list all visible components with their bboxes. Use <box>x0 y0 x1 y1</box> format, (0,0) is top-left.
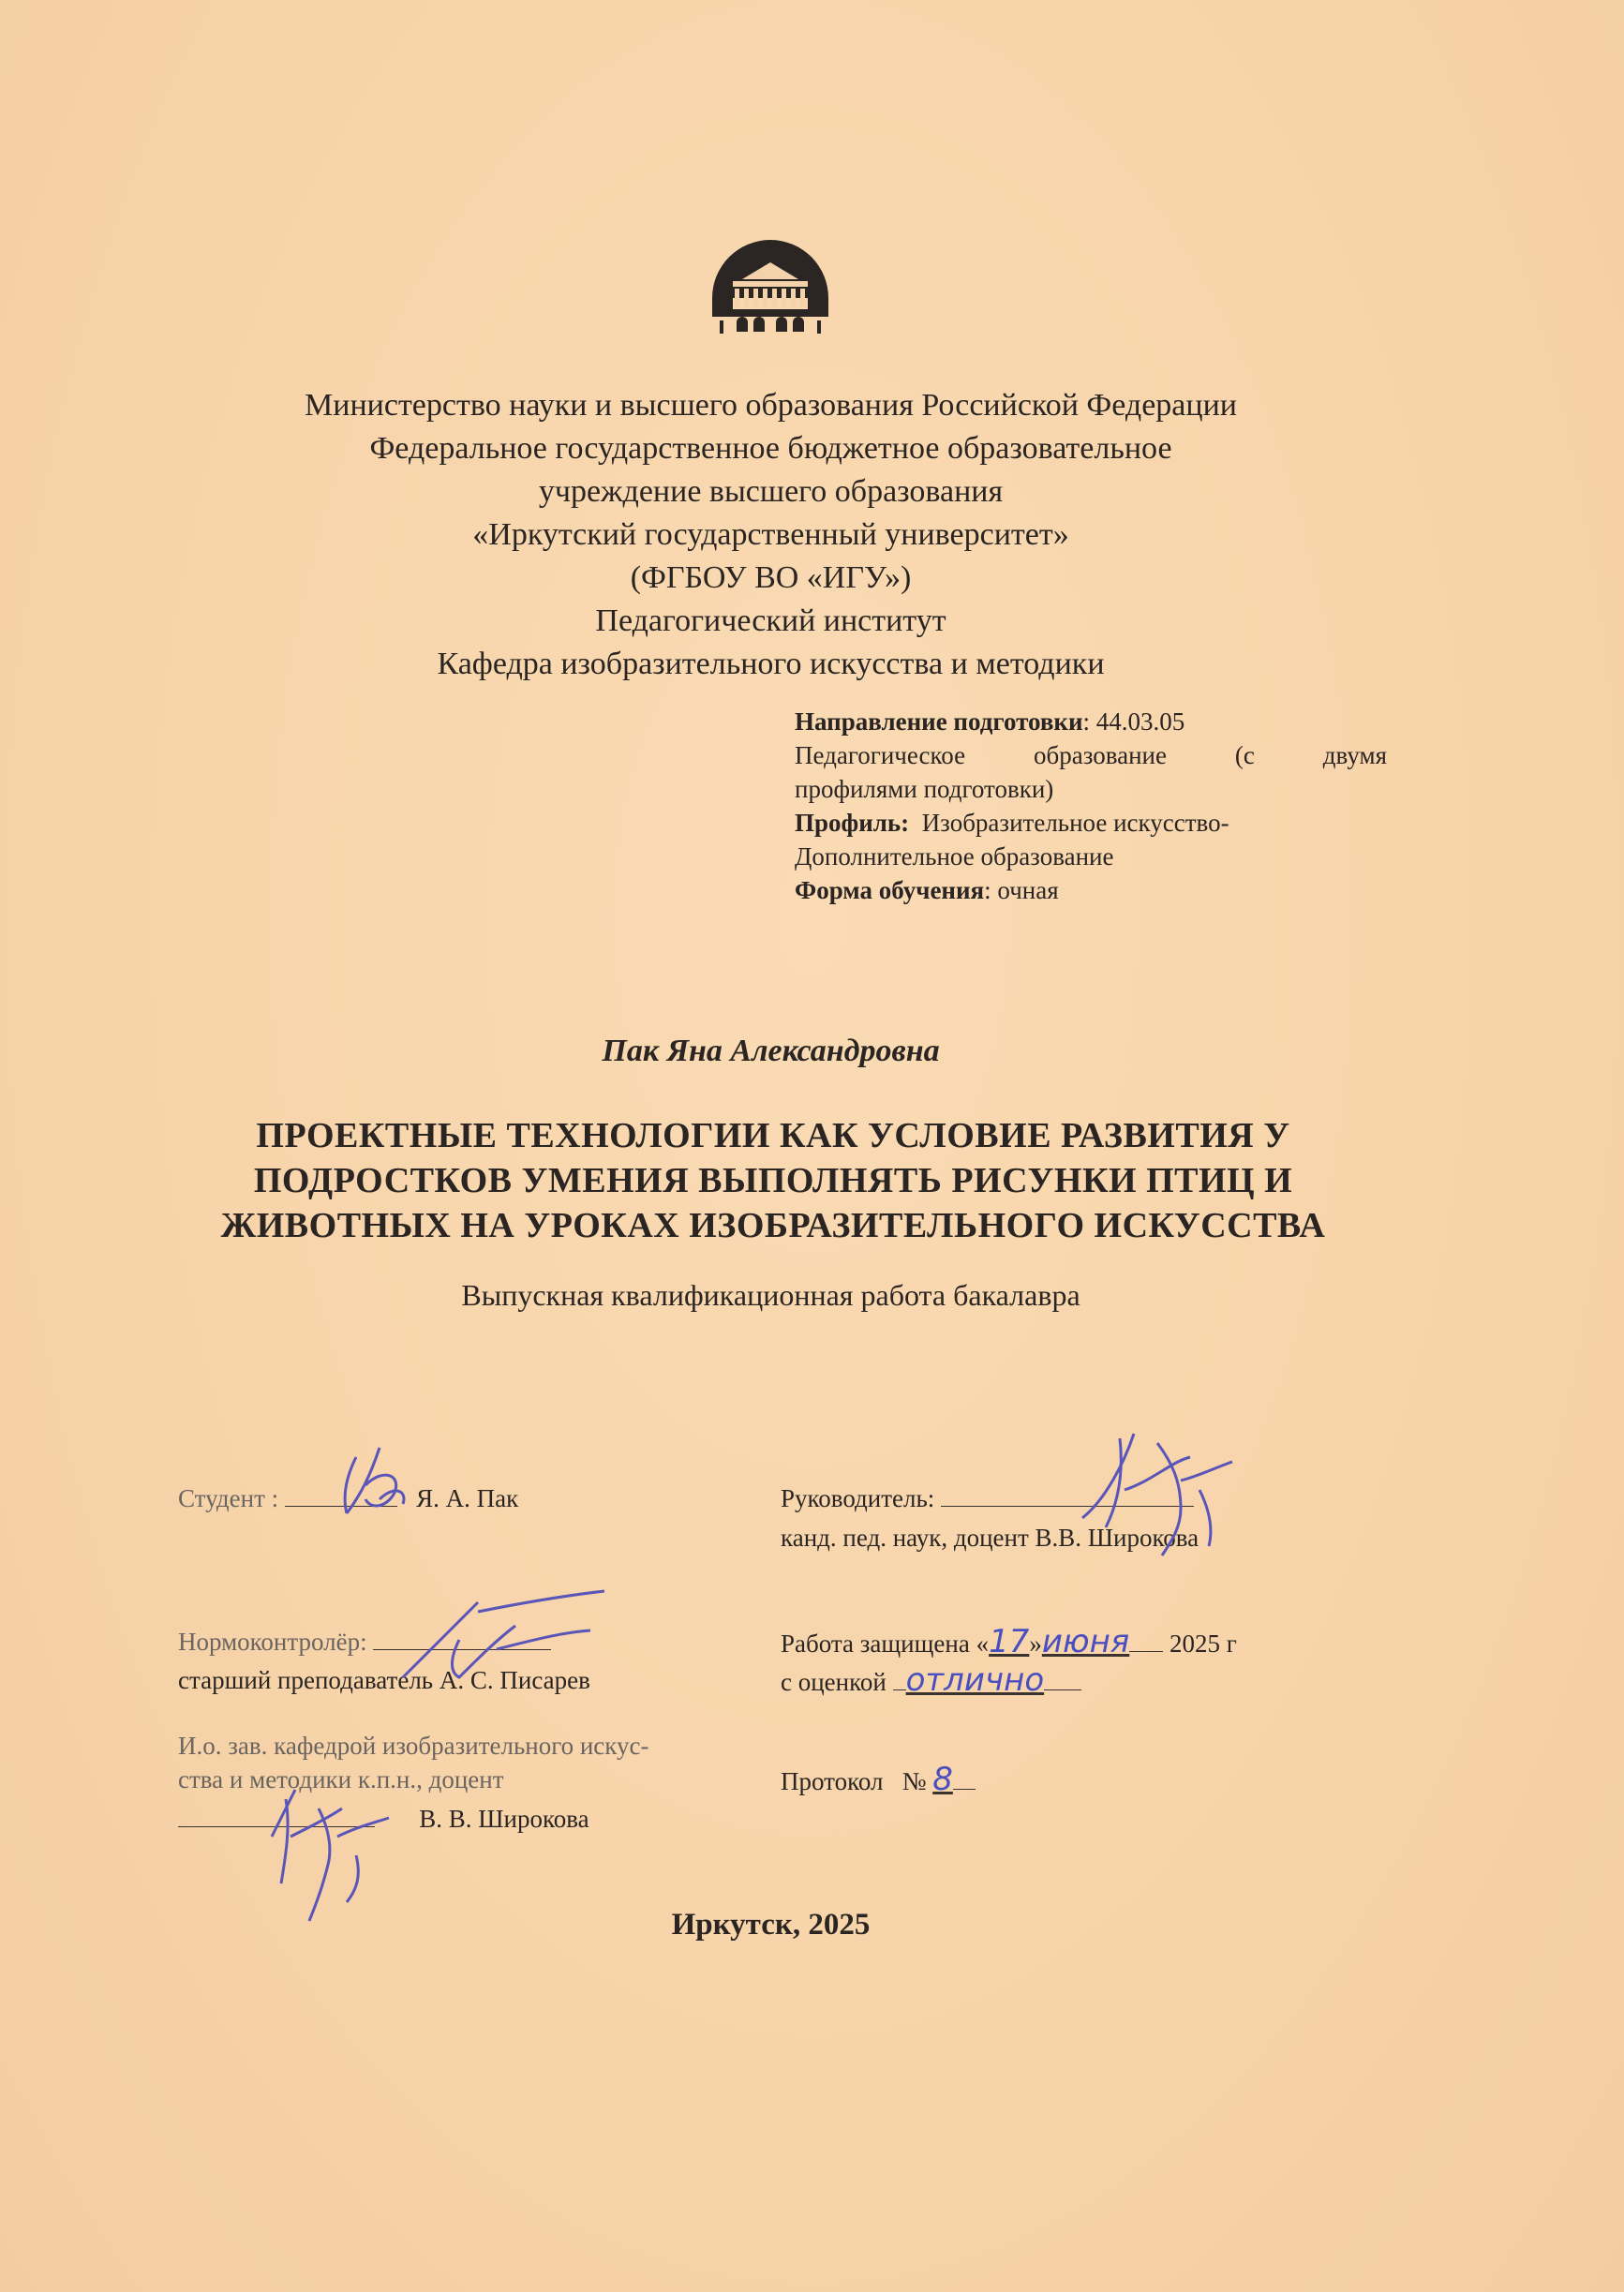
defense-date-row <box>781 1624 1237 1661</box>
defense-mid: » <box>1029 1630 1042 1658</box>
defense-month-line <box>1129 1630 1163 1652</box>
head-title-line1: И.о. зав. кафедрой изобразительного искус- <box>178 1732 649 1760</box>
grade-line-left <box>893 1669 906 1690</box>
grade-row <box>781 1662 1081 1700</box>
grade-line-right <box>1044 1669 1081 1690</box>
profile-line <box>795 806 1387 840</box>
head-title-line2: ства и методики к.п.н., доцент <box>178 1765 504 1793</box>
form-value: : очная <box>984 876 1059 904</box>
header-line-institute: Педагогический институт <box>595 603 946 638</box>
defense-year: 2025 г <box>1170 1630 1237 1658</box>
protocol-number: 8 <box>932 1761 953 1798</box>
defense-prefix: Работа защищена « <box>781 1630 990 1658</box>
head-name: В. В. Широкова <box>419 1805 589 1833</box>
supervisor-signature-icon <box>1068 1424 1237 1565</box>
author-name: Пак Яна Александровна <box>602 1034 940 1068</box>
header-line-federal: Федеральное государственное бюджетное образовательное <box>369 431 1172 466</box>
defense-month: июня <box>1041 1623 1130 1660</box>
student-label: Студент : <box>178 1484 279 1512</box>
header-line-ministry: Министерство науки и высшего образования Российской Федерации <box>305 388 1237 423</box>
profile-value-line2: Дополнительное образование <box>795 842 1114 871</box>
header-line-department: Кафедра изобразительного искусства и методики <box>437 647 1105 681</box>
normcontrol-name: старший преподаватель А. С. Писарев <box>178 1666 590 1694</box>
protocol-line <box>953 1768 976 1790</box>
defense-day: 17 <box>989 1623 1030 1660</box>
institution-header <box>0 384 1542 686</box>
study-program-block <box>795 705 1387 907</box>
normcontrol-signature-icon <box>394 1584 609 1696</box>
work-type: Выпускная квалификационная работа бакалавра <box>461 1278 1080 1312</box>
form-label: Форма обучения <box>795 876 985 904</box>
title-line-2: ПОДРОСТКОВ УМЕНИЯ ВЫПОЛНЯТЬ РИСУНКИ ПТИЦ И <box>253 1161 1293 1200</box>
header-line-institution: учреждение высшего образования <box>538 474 1004 509</box>
supervisor-label: Руководитель: <box>781 1484 935 1512</box>
direction-name-line2: профилями подготовки) <box>795 775 1054 803</box>
protocol-label: Протокол <box>781 1767 884 1795</box>
header-line-university: «Иркутский государственный университет» <box>472 517 1069 552</box>
direction-code: : 44.03.05 <box>1082 707 1185 736</box>
university-building-emblem-icon <box>705 221 836 352</box>
title-line-3: ЖИВОТНЫХ НА УРОКАХ ИЗОБРАЗИТЕЛЬНОГО ИСКУССТВА <box>220 1206 1326 1245</box>
thesis-title <box>159 1113 1387 1248</box>
grade-value: отлично <box>905 1661 1045 1699</box>
direction-line <box>795 705 1387 738</box>
student-signature-icon <box>328 1429 431 1523</box>
direction-name-line1: Педагогическое образование (с двумя <box>795 741 1387 769</box>
city-year: Иркутск, 2025 <box>671 1908 871 1942</box>
form-line <box>795 873 1387 907</box>
grade-label: с оценкой <box>781 1668 886 1696</box>
header-line-abbreviation: (ФГБОУ ВО «ИГУ») <box>630 560 912 595</box>
normcontrol-label: Нормоконтролёр: <box>178 1628 367 1656</box>
profile-value: Изобразительное искусство- <box>921 809 1229 837</box>
profile-label: Профиль: <box>795 809 910 837</box>
student-name: Я. А. Пак <box>416 1484 519 1512</box>
title-line-1: ПРОЕКТНЫЕ ТЕХНОЛОГИИ КАК УСЛОВИЕ РАЗВИТИЯ У <box>256 1116 1290 1155</box>
protocol-row <box>781 1762 976 1799</box>
supervisor-name: канд. пед. наук, доцент В.В. Широкова <box>781 1524 1199 1552</box>
protocol-no-sign: № <box>901 1767 927 1795</box>
direction-label: Направление подготовки <box>795 707 1083 736</box>
